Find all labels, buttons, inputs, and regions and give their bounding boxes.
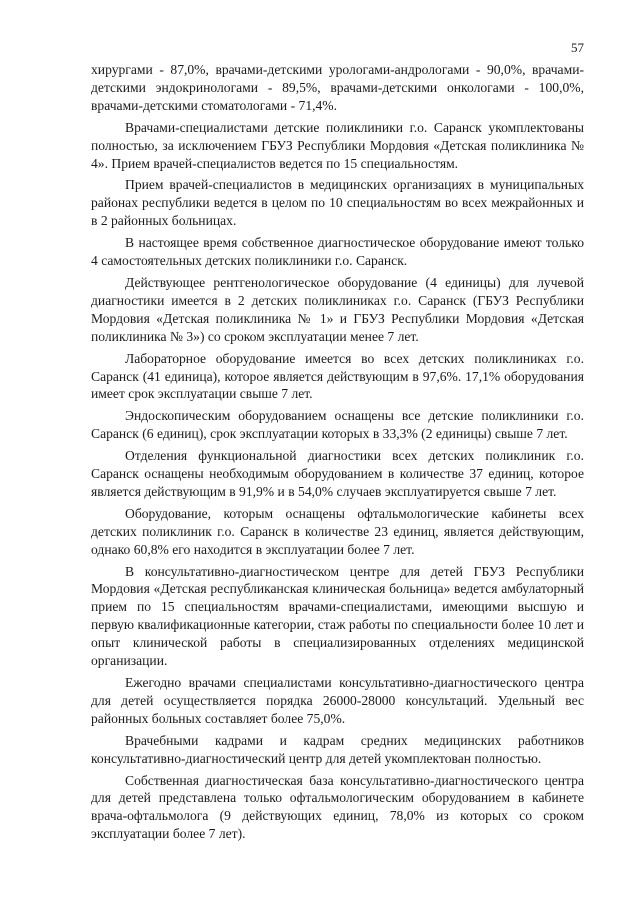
paragraph: Ежегодно врачами специалистами консультативно-диагностического центра для детей осуществляется порядка 26000-28000 консультаций. Удельный вес районных больных составляет более 75,0%. — [91, 675, 584, 726]
paragraph: В консультативно-диагностическом центре для детей ГБУЗ Республики Мордовия «Детская республиканская клиническая больница» ведется амбулаторный прием по 15 специальностям врачами-специалистами, имеющими высшую и первую квалификационные категории, стаж работы по специальности более 10 лет и опыт клинической работы в специализированных отделениях медицинской организации. — [91, 563, 584, 669]
paragraph: Врачебными кадрами и кадрам средних медицинских работников консультативно-диагностический центр для детей укомплектован полностью. — [91, 732, 584, 766]
paragraph: Собственная диагностическая база консультативно-диагностического центра для детей представлена только офтальмологическим оборудованием в кабинете врача-офтальмолога (9 действующих единиц, 78,0% из которых со сроком эксплуатации более 7 лет). — [91, 772, 584, 842]
page-number: 57 — [571, 40, 584, 55]
paragraph: хирургами - 87,0%, врачами-детскими урологами-андрологами - 90,0%, врачами-детскими эндокринологами - 89,5%, врачами-детскими онкологами - 100,0%, врачами-детскими стоматологами - 71,4%. — [91, 62, 584, 113]
document-body — [91, 61, 584, 847]
paragraph: В настоящее время собственное диагностическое оборудование имеют только 4 самостоятельных детских поликлиники г.о. Саранск. — [91, 235, 584, 269]
paragraph: Лабораторное оборудование имеется во всех детских поликлиниках г.о. Саранск (41 единица), которое является действующим в 97,6%. 17,1% оборудования имеет срок эксплуатации свыше 7 лет. — [91, 350, 584, 402]
paragraph: Действующее рентгенологическое оборудование (4 единицы) для лучевой диагностики имеется в 2 детских поликлиниках г.о. Саранск (ГБУЗ Республики Мордовия «Детская поликлиника № 1» и ГБУЗ Республики Мордовия «Детская поликлиника № 3») со сроком эксплуатации менее 7 лет. — [91, 274, 584, 344]
paragraph: Отделения функциональной диагностики всех детских поликлиник г.о. Саранск оснащены необходимым оборудованием в количестве 37 единиц, которое является действующим в 91,9% и в 54,0% случаев эксплуатируется свыше 7 лет. — [91, 448, 584, 499]
paragraph: Эндоскопическим оборудованием оснащены все детские поликлиники г.о. Саранск (6 единиц), срок эксплуатации которых в 33,3% (2 единицы) свыше 7 лет. — [91, 408, 584, 442]
paragraph: Оборудование, которым оснащены офтальмологические кабинеты всех детских поликлиник г.о. Саранск в количестве 23 единиц, является действующим, однако 60,8% его находится в эксплуатации более 7 лет. — [91, 505, 584, 557]
paragraph: Прием врачей-специалистов в медицинских организациях в муниципальных районах республики ведется в целом по 10 специальностям во всех межрайонных и в 2 районных больницах. — [91, 177, 584, 229]
paragraph: Врачами-специалистами детские поликлиники г.о. Саранск укомплектованы полностью, за исключением ГБУЗ Республики Мордовия «Детская поликлиника № 4». Прием врачей-специалистов ведется по 15 специальностям. — [91, 119, 584, 171]
